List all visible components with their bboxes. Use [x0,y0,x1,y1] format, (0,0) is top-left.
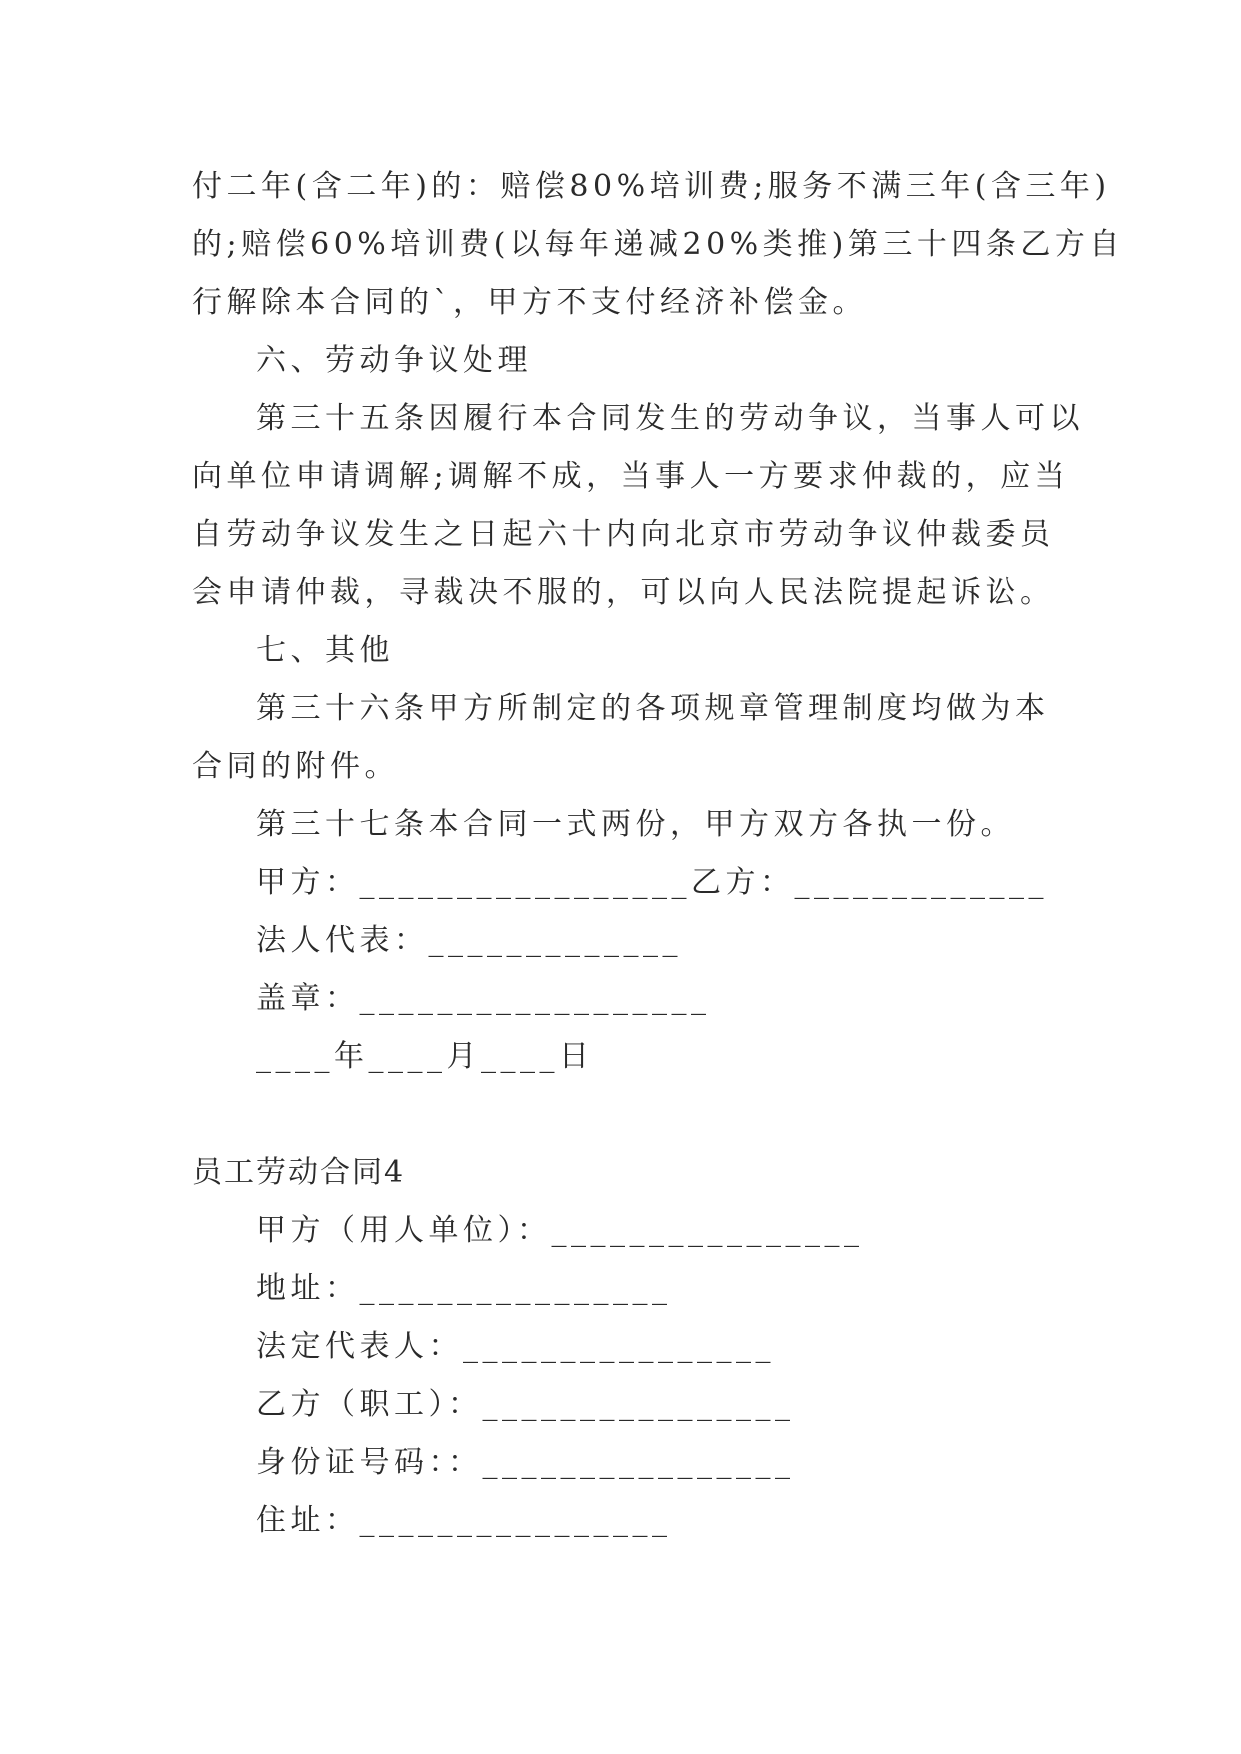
text-line: 向单位申请调解;调解不成，当事人一方要求仲裁的，应当 [192,459,1070,494]
form-field-line: 地址：________________ [256,1271,672,1306]
section-heading: 六、劳动争议处理 [256,343,532,378]
blank-spacer [192,1086,1058,1144]
section-heading: 七、其他 [256,633,394,668]
text-line: 行解除本合同的`，甲方不支付经济补偿金。 [192,285,867,320]
signature-seal-line: 盖章：__________________ [256,981,711,1016]
text-line: 第三十六条甲方所制定的各项规章管理制度均做为本 [256,691,1050,726]
text-line: 第三十五条因履行本合同发生的劳动争议，当事人可以 [256,401,1084,436]
form-field-line: 法定代表人：________________ [256,1329,775,1364]
text-line: 的;赔偿60%培训费(以每年递减20%类推)第三十四条乙方自 [192,227,1124,262]
text-line: 第三十七条本合同一式两份，甲方双方各执一份。 [256,807,1015,842]
form-field-line: 住址：________________ [256,1503,672,1538]
document-page [192,158,1124,1550]
form-field-line: 甲方（用人单位）：________________ [256,1213,864,1248]
contract-title: 员工劳动合同4 [192,1155,406,1190]
text-line: 合同的附件。 [192,749,399,784]
text-line: 会申请仲裁，寻裁决不服的，可以向人民法院提起诉讼。 [192,575,1055,610]
text-line: 自劳动争议发生之日起六十内向北京市劳动争议仲裁委员 [192,517,1055,552]
form-field-line: 身份证号码：：________________ [256,1445,795,1480]
signature-date-line: ____年____月____日 [256,1039,594,1074]
signature-party-line: 甲方：_________________乙方：_____________ [256,865,1048,900]
signature-rep-line: 法人代表：_____________ [256,923,682,958]
form-field-line: 乙方（职工）：________________ [256,1387,795,1422]
text-line: 付二年(含二年)的：赔偿80%培训费;服务不满三年(含三年) [192,169,1111,204]
